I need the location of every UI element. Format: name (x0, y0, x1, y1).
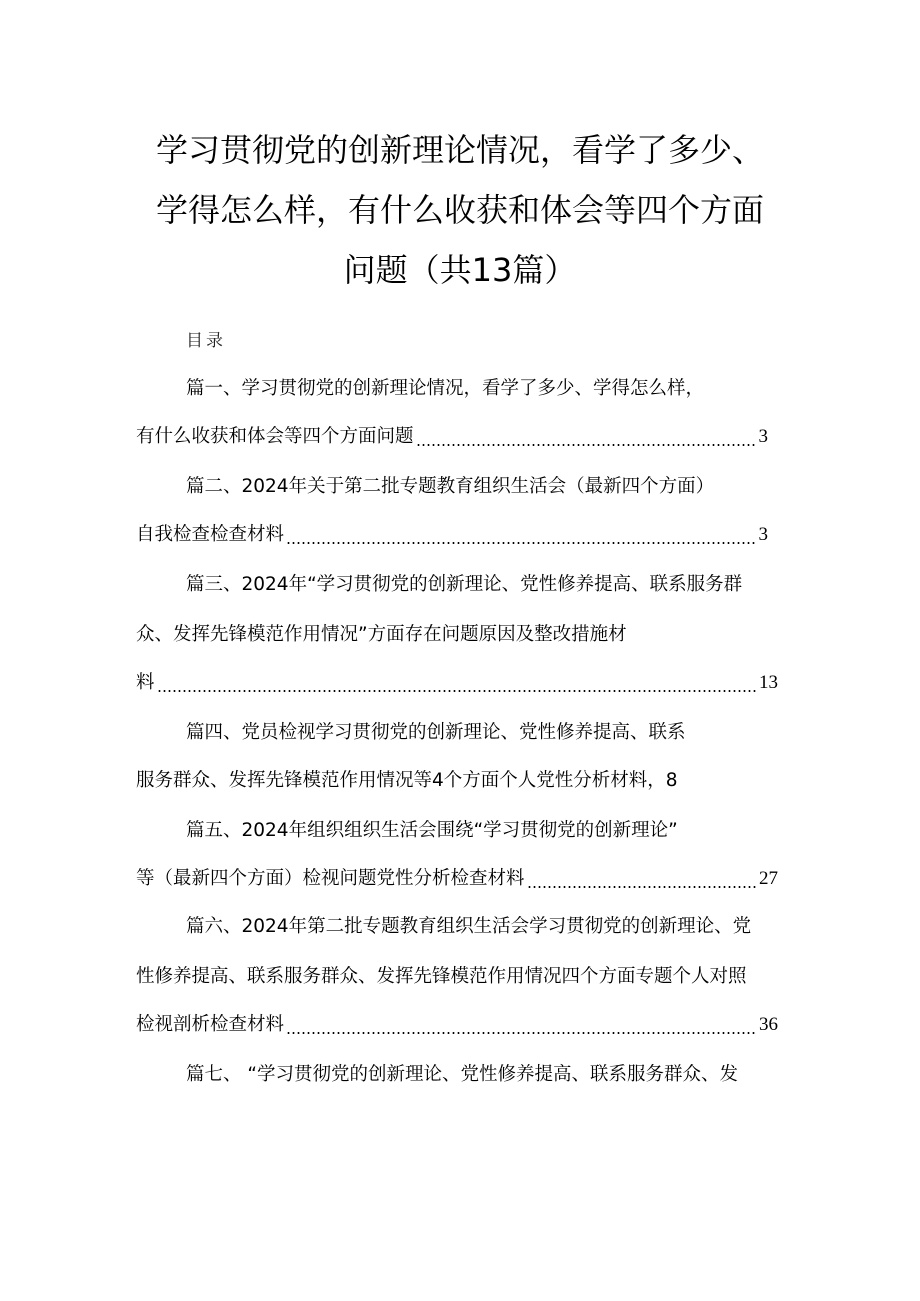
title-line-3: 问题（共13篇） (343, 251, 577, 289)
toc-entry-text: 检视剖析检查材料 (136, 1014, 285, 1035)
leader-dots (286, 522, 756, 548)
toc-entry-3-line-2[interactable]: 众、发挥先锋模范作用情况”方面存在问题原因及整改措施材 (136, 624, 627, 645)
page-number: 36 (759, 1014, 778, 1035)
toc-entry-5-last[interactable] (136, 866, 778, 892)
toc-entry-3-line-1[interactable]: 篇三、2024年“学习贯彻党的创新理论、党性修养提高、联系服务群 (186, 574, 743, 595)
toc-entry-6-last[interactable] (136, 1012, 778, 1038)
toc-entry-2-line-1[interactable]: 篇二、2024年关于第二批专题教育组织生活会（最新四个方面） (186, 476, 715, 497)
toc-entry-6-line-2[interactable]: 性修养提高、联系服务群众、发挥先锋模范作用情况四个方面专题个人对照 (136, 966, 747, 987)
toc-entry-5-line-1[interactable]: 篇五、2024年组织组织生活会围绕“学习贯彻党的创新理论” (186, 820, 678, 841)
toc-entry-text: 自我检查检查材料 (136, 524, 285, 545)
leader-dots (416, 424, 757, 450)
toc-entry-4-line-1[interactable]: 篇四、党员检视学习贯彻党的创新理论、党性修养提高、联系 (186, 722, 686, 743)
title-line-2: 学得怎么样，有什么收获和体会等四个方面 (155, 191, 764, 229)
toc-entry-2-last[interactable] (136, 522, 768, 548)
toc-entry-1-line-1[interactable]: 篇一、学习贯彻党的创新理论情况，看学了多少、学得怎么样， (186, 378, 705, 399)
toc-entry-4-line-2[interactable]: 服务群众、发挥先锋模范作用情况等4个方面个人党性分析材料，8 (136, 770, 678, 791)
toc-entry-3-last[interactable] (136, 670, 778, 696)
toc-entry-6-line-1[interactable]: 篇六、2024年第二批专题教育组织生活会学习贯彻党的创新理论、党 (186, 916, 752, 937)
toc-entry-text: 有什么收获和体会等四个方面问题 (136, 426, 414, 447)
toc-entry-7-line-1[interactable]: 篇七、 “学习贯彻党的创新理论、党性修养提高、联系服务群众、发 (186, 1064, 738, 1085)
leader-dots (286, 1012, 757, 1038)
document-title (100, 120, 820, 300)
page-number: 13 (759, 672, 778, 693)
toc-entry-1-last[interactable] (136, 424, 768, 450)
toc-heading: 目录 (186, 331, 226, 351)
page-number: 3 (758, 524, 768, 545)
leader-dots (157, 670, 757, 696)
page-number: 3 (758, 426, 768, 447)
leader-dots (527, 866, 757, 892)
page-number: 27 (759, 868, 778, 889)
toc-entry-text: 料 (136, 672, 155, 693)
toc-entry-text: 等（最新四个方面）检视问题党性分析检查材料 (136, 868, 525, 889)
title-line-1: 学习贯彻党的创新理论情况，看学了多少、 (155, 131, 764, 169)
